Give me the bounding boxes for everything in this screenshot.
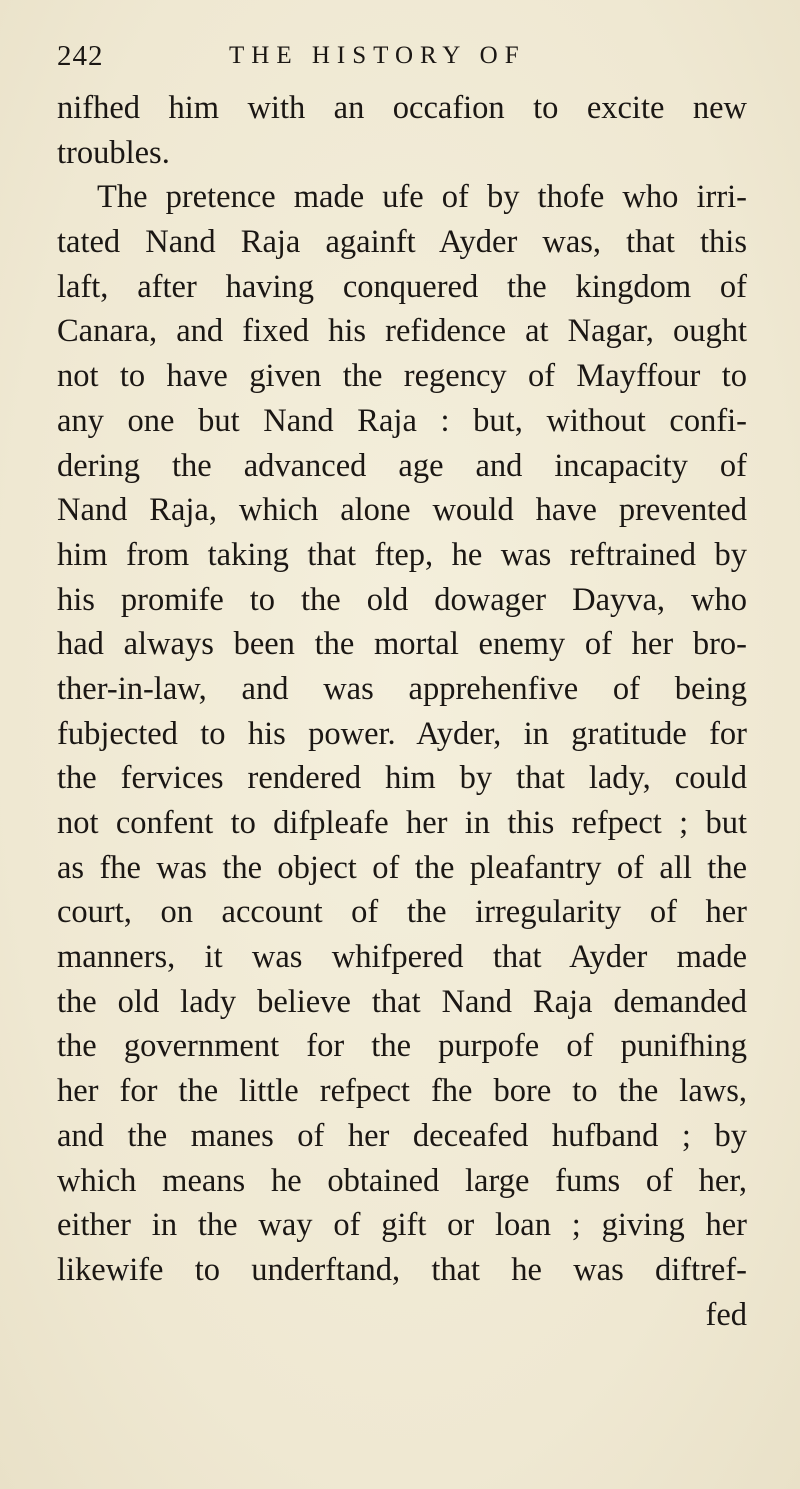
text-line: manners, it was whifpered that Ayder made [57, 939, 747, 976]
text-line: likewife to underftand, that he was diftref- [57, 1251, 747, 1288]
text-line: as fhe was the object of the pleafantry of all the [57, 849, 747, 886]
text-line: his promife to the old dowager Dayva, who [57, 581, 747, 618]
text-line: him from taking that ftep, he was reftrained by [57, 536, 747, 573]
text-line: not confent to difpleafe her in this refpect ; but [57, 805, 747, 841]
text-line: ther-in-law, and was apprehenfive of being [57, 670, 747, 707]
text-line: court, on account of the irregularity of her [57, 894, 747, 931]
text-line: The pretence made ufe of by thofe who irri- [97, 179, 747, 216]
text-line: nifhed him with an occafion to excite new [57, 90, 747, 126]
text-line: laft, after having conquered the kingdom of [57, 268, 747, 305]
text-line: troubles. [57, 134, 170, 171]
text-line: and the manes of her deceafed hufband ; by [57, 1117, 747, 1154]
text-line: either in the way of gift or loan ; giving her [57, 1207, 747, 1244]
text-line: the old lady believe that Nand Raja demanded [57, 983, 747, 1020]
text-line: the fervices rendered him by that lady, could [57, 760, 747, 797]
text-line: which means he obtained large fums of her, [57, 1162, 747, 1199]
text-line: fubjected to his power. Ayder, in gratitude for [57, 715, 747, 752]
text-line: Nand Raja, which alone would have prevented [57, 492, 747, 529]
text-line: the government for the purpofe of punifhing [57, 1028, 747, 1065]
running-head-title: THE HISTORY OF [229, 42, 526, 69]
text-line: had always been the mortal enemy of her bro- [57, 626, 747, 663]
body-text [57, 86, 747, 1337]
text-line: her for the little refpect fhe bore to the laws, [57, 1073, 747, 1110]
text-line: any one but Nand Raja : but, without confi- [57, 402, 747, 439]
text-line: dering the advanced age and incapacity of [57, 447, 747, 484]
page-number: 242 [57, 40, 104, 72]
text-line: Canara, and fixed his refidence at Nagar, ought [57, 313, 747, 350]
text-line: tated Nand Raja againft Ayder was, that this [57, 224, 747, 261]
running-head [57, 40, 747, 80]
catchword: fed [705, 1296, 747, 1333]
text-line: not to have given the regency of Mayffour to [57, 358, 747, 395]
